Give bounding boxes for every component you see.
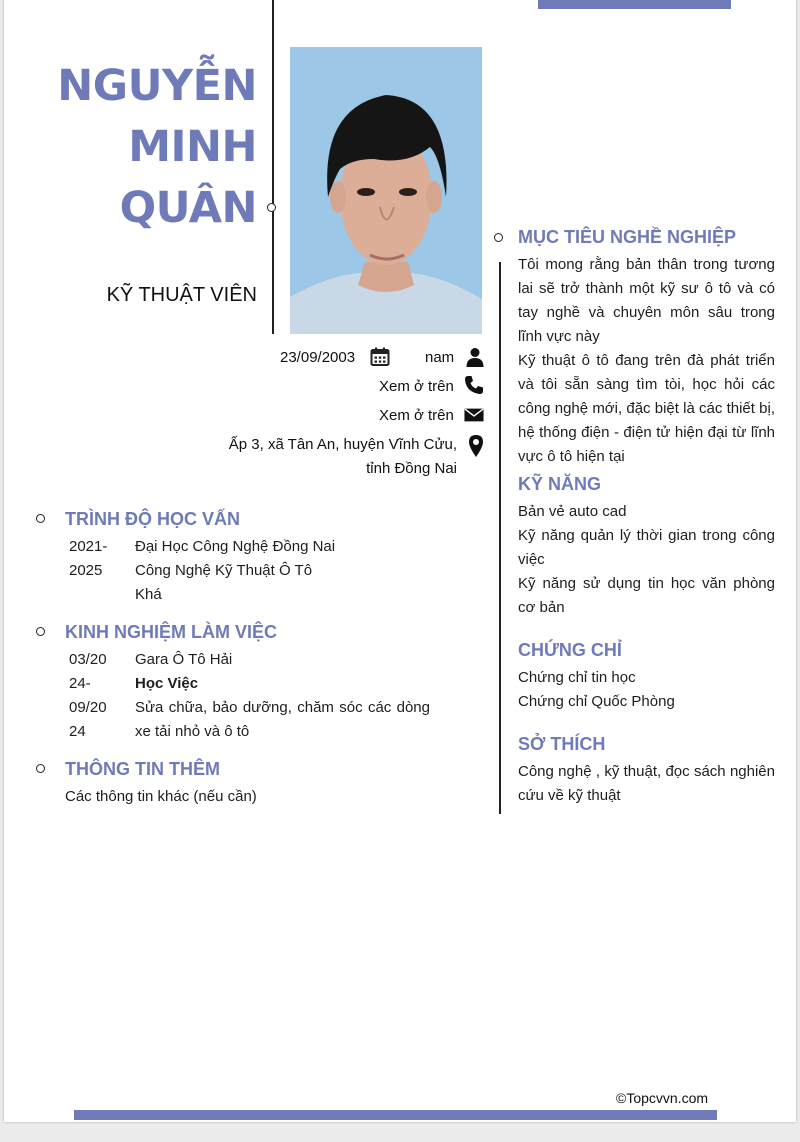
- objective-paragraph-1: Tôi mong rằng bản thân trong tương lai sẽ trở thành một kỹ sư ô tô và có tay nghề và chuyên môn sâu trong lĩnh vực này: [518, 256, 775, 345]
- hobbies-title: SỞ THÍCH: [518, 734, 606, 754]
- experience-title: KINH NGHIỆM LÀM VIỆC: [65, 622, 278, 642]
- certificate-item: Chứng chỉ Quốc Phòng: [518, 693, 675, 710]
- objective-text: [518, 253, 775, 469]
- email-text: Xem ở trên: [379, 407, 454, 424]
- certificates-title: CHỨNG CHỈ: [518, 640, 622, 660]
- experience-period-line-1: 03/20: [69, 651, 107, 668]
- experience-period-line-3: 09/20: [69, 699, 107, 716]
- address-text: [194, 433, 457, 481]
- name-line-2: MINH: [128, 122, 257, 172]
- location-pin-icon: [466, 434, 486, 458]
- header-timeline-dot: [267, 203, 276, 212]
- education-period-end: 2025: [69, 562, 103, 579]
- phone-text: Xem ở trên: [379, 378, 454, 395]
- education-title: TRÌNH ĐỘ HỌC VẤN: [65, 509, 240, 529]
- hobbies-text: Công nghệ , kỹ thuật, đọc sách nghiên cứu về kỹ thuật: [518, 763, 775, 804]
- education-dot: [36, 514, 45, 523]
- experience-period-line-2: 24-: [69, 675, 91, 692]
- skill-item: Bản vẻ auto cad: [518, 503, 627, 520]
- candidate-name: [44, 56, 257, 239]
- objective-title: MỤC TIÊU NGHỀ NGHIỆP: [518, 227, 737, 247]
- name-line-3: QUÂN: [119, 183, 257, 233]
- objective-dot: [494, 233, 503, 242]
- right-column-line: [499, 262, 501, 814]
- calendar-icon: [370, 347, 390, 367]
- experience-details: [135, 648, 430, 744]
- bottom-accent-bar: [74, 1110, 717, 1120]
- experience-period: [69, 648, 107, 744]
- footer-copyright: ©Topcvvn.com: [616, 1090, 709, 1106]
- profile-photo: [290, 47, 482, 334]
- experience-role: Học Việc: [135, 675, 199, 692]
- education-period: [69, 535, 107, 583]
- header-divider-line: [272, 0, 274, 334]
- phone-icon: [464, 375, 484, 395]
- address-line-2: tỉnh Đồng Nai: [366, 460, 457, 477]
- education-period-start: 2021-: [69, 538, 108, 555]
- skills-title: KỸ NĂNG: [518, 474, 602, 494]
- cv-page: [4, 0, 796, 1122]
- objective-paragraph-2: Kỹ thuật ô tô đang trên đà phát triển và tôi sẵn sàng tìm tòi, học hỏi các công nghệ mới, đặc biệt là các thiết bị, hệ thống điện - điện tử hiện đại từ lĩnh vực ô tô hiện tại: [518, 352, 775, 465]
- skill-item: Kỹ năng sử dụng tin học văn phòng cơ bản: [518, 575, 775, 616]
- education-details: [135, 535, 335, 607]
- certificate-item: Chứng chỉ tin học: [518, 669, 636, 686]
- skills-list: [518, 500, 775, 620]
- experience-company: Gara Ô Tô Hải: [135, 651, 233, 668]
- extra-info-title: THÔNG TIN THÊM: [65, 759, 220, 779]
- experience-description: Sửa chữa, bảo dưỡng, chăm sóc các dòng xe tải nhỏ và ô tô: [135, 699, 430, 740]
- skill-item: Kỹ năng quản lý thời gian trong công việc: [518, 527, 775, 568]
- certificates-list: [518, 666, 775, 714]
- top-accent-bar: [538, 0, 731, 9]
- extra-info-dot: [36, 764, 45, 773]
- experience-dot: [36, 627, 45, 636]
- envelope-icon: [464, 405, 484, 425]
- experience-period-line-4: 24: [69, 723, 86, 740]
- address-line-1: Ấp 3, xã Tân An, huyện Vĩnh Cửu,: [228, 436, 457, 453]
- job-title: KỸ THUẬT VIÊN: [106, 284, 257, 306]
- education-grade: Khá: [135, 586, 162, 603]
- gender-text: nam: [425, 349, 455, 366]
- education-major: Công Nghệ Kỹ Thuật Ô Tô: [135, 562, 313, 579]
- name-line-1: NGUYỄN: [57, 61, 257, 111]
- person-icon: [465, 347, 485, 367]
- extra-info-text: Các thông tin khác (nếu cần): [65, 788, 257, 805]
- birthday-text: 23/09/2003: [280, 349, 356, 366]
- education-school: Đại Học Công Nghệ Đồng Nai: [135, 538, 336, 555]
